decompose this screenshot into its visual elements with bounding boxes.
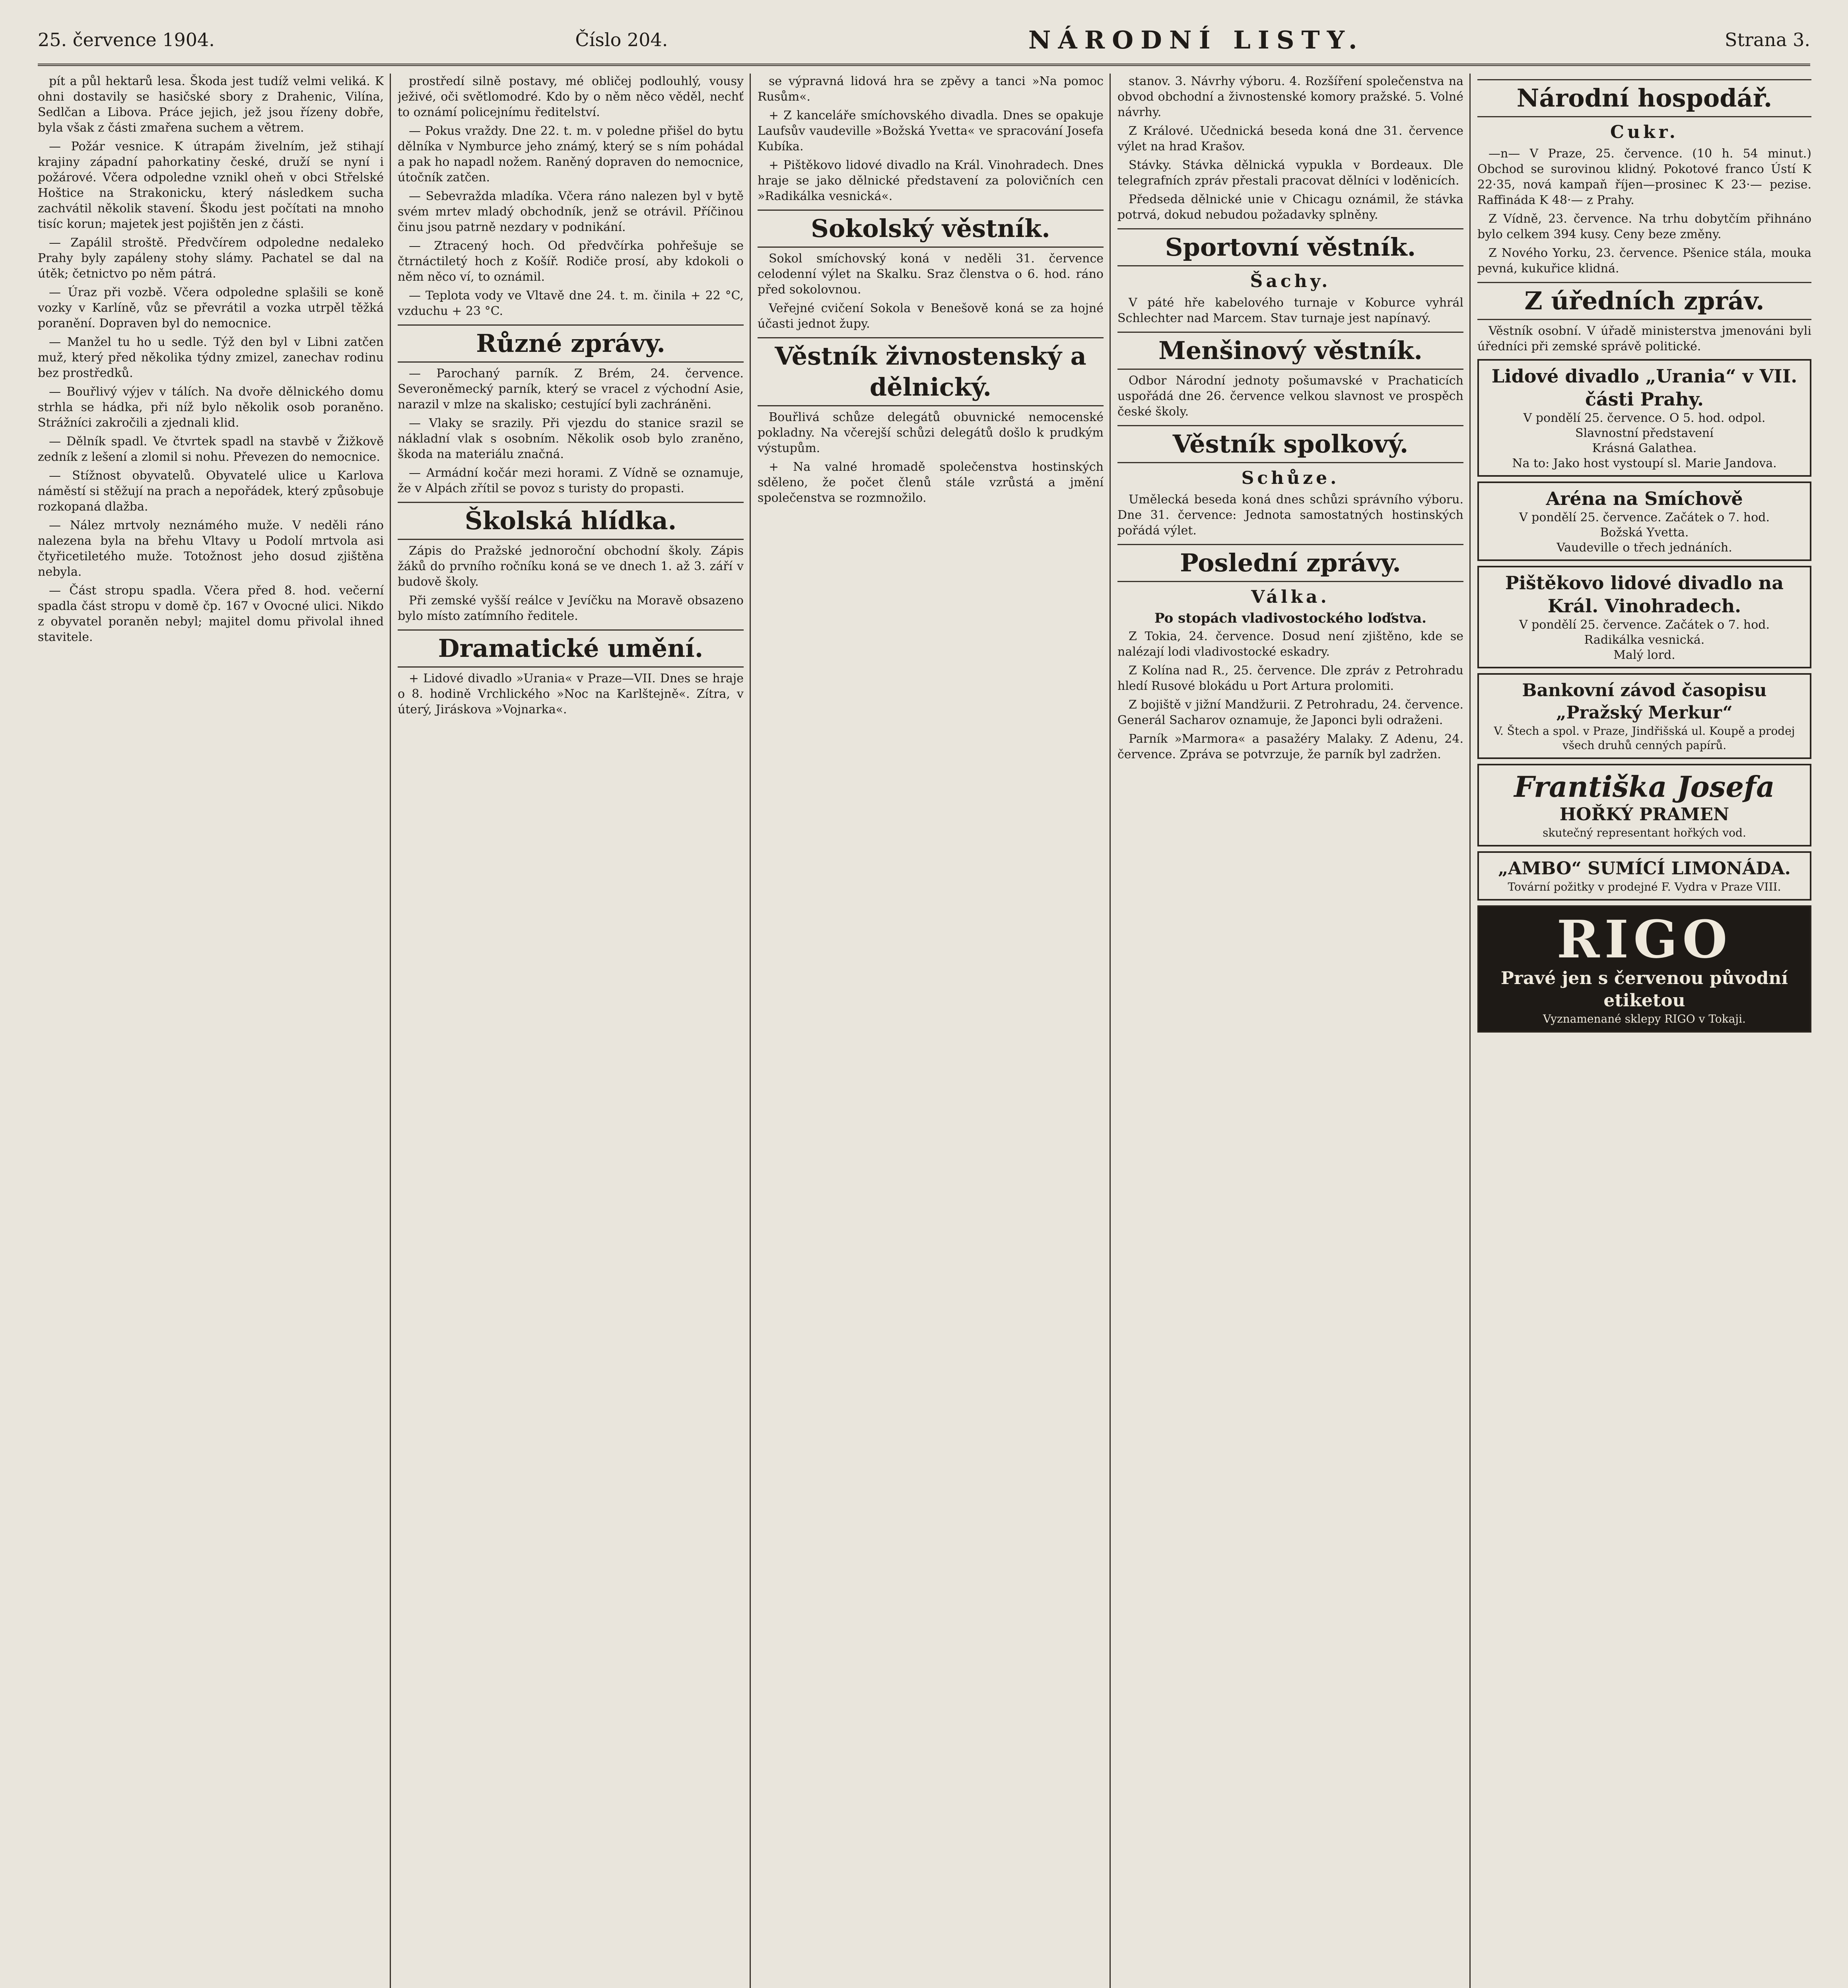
page-number: Strana 3.: [1725, 29, 1810, 50]
article-paragraph: stanov. 3. Návrhy výboru. 4. Rozšíření společenstva na obvod obchodní a živnostenské komory pražské. 5. Volné návrhy.: [1117, 74, 1463, 119]
subheading-schuze: Schůze.: [1241, 468, 1340, 488]
article-paragraph: — Parochaný parník. Z Brém, 24. července. Severoněmecký parník, který se vracel z východní Asie, narazil v mlze na skalisko; cestující byli zachráněni.: [398, 367, 744, 412]
article-paragraph: — Stížnost obyvatelů. Obyvatelé ulice u Karlova náměstí si stěžují na prach a nepořádek, který způsobuje rozkopaná dlažba.: [38, 469, 384, 514]
column-3: [758, 74, 1104, 1988]
ad-title: „AMBO“ SUMÍCÍ LIMONÁDA.: [1498, 858, 1791, 879]
article-paragraph: Sokol smíchovský koná v neděli 31. července celodenní výlet na Skalku. Sraz členstva o 6. hod. ráno před sokolovnou.: [758, 252, 1104, 297]
article-paragraph: Předseda dělnické unie v Chicagu oznámil, že stávka potrvá, dokud nebudou požadavky splněny.: [1117, 192, 1463, 222]
article-paragraph: — Část stropu spadla. Včera před 8. hod. večerní spadla část stropu v domě čp. 167 v Ovocné ulici. Nikdo z obyvatel poraněn nebyl; majitel domu přivolal ihned stavitele.: [38, 584, 384, 644]
listing-line: V pondělí 25. července. O 5. hod. odpol.: [1523, 411, 1766, 425]
article-paragraph: Z Králové. Učednická beseda koná dne 31. července výlet na hrad Krašov.: [1117, 124, 1463, 153]
theatre-title: Aréna na Smíchově: [1546, 488, 1743, 509]
section-heading-skolska-hlidka: Školská hlídka.: [398, 502, 744, 540]
ad-text: V. Štech a spol. v Praze, Jindřišská ul. Koupě a prodej všech druhů cenných papírů.: [1494, 724, 1795, 752]
advertisement-ambo: [1477, 851, 1811, 901]
listing-line: V pondělí 25. července. Začátek o 7. hod.: [1519, 511, 1770, 524]
listing-line: Na to: Jako host vystoupí sl. Marie Jandova.: [1512, 456, 1777, 470]
article-paragraph: + Pištěkovo lidové divadlo na Král. Vinohradech. Dnes hraje se jako dělnické představení za polovičních cen »Radikálka vesnická«.: [758, 158, 1104, 203]
listing-line: Krásná Galathea.: [1592, 441, 1697, 455]
column-5: [1477, 74, 1811, 1988]
article-paragraph: Stávky. Stávka dělnická vypukla v Bordeaux. Dle telegrafních zpráv přestali pracovat dělníci v loděnicích.: [1117, 158, 1463, 188]
article-paragraph: — Vlaky se srazily. Při vjezdu do stanice srazil se nákladní vlak s osobním. Několik osob bylo zraněno, škoda na materiálu značná.: [398, 416, 744, 461]
advertisement-merkur: [1477, 673, 1811, 759]
article-paragraph: prostředí silně postavy, mé obličej podlouhlý, vousy ježivé, oči světlomodré. Kdo by o něm něco věděl, nechť to oznámí policejnímu ředitelství.: [398, 74, 744, 119]
listing-line: V pondělí 25. července. Začátek o 7. hod.: [1519, 618, 1770, 632]
article-paragraph: Z Kolína nad R., 25. července. Dle zpráv z Petrohradu hledí Rusové blokádu u Port Artura prolomiti.: [1117, 664, 1463, 693]
column-4: [1117, 74, 1463, 1988]
theatre-listing-urania: [1477, 359, 1811, 477]
masthead: [38, 16, 1810, 66]
ad-title: Františka Josefa: [1514, 770, 1775, 804]
article-paragraph: Bouřlivá schůze delegátů obuvnické nemocenské pokladny. Na včerejší schůzi delegátů došlo k prudkým výstupům.: [758, 410, 1104, 455]
ad-text: Vyznamenané sklepy RIGO v Tokaji.: [1543, 1012, 1746, 1025]
ad-subtitle: HOŘKÝ PRAMEN: [1559, 804, 1729, 825]
subheading-sachy: Šachy.: [1250, 271, 1331, 291]
article-paragraph: — Ztracený hoch. Od předvčírka pohřešuje se čtrnáctiletý hoch z Košíř. Rodiče prosí, aby kdokoli o něm něco ví, to oznámil.: [398, 239, 744, 284]
article-paragraph: pít a půl hektarů lesa. Škoda jest tudíž velmi veliká. K ohni dostavily se hasičské sbory z Drahenic, Vilína, Sedlčan a Libova. Práce jejich, jež jsou řízeny dobře, byla však z části zmařena suchem a větrem.: [38, 74, 384, 135]
article-paragraph: Z Nového Yorku, 23. července. Pšenice stála, mouka pevná, kukuřice klidná.: [1477, 246, 1811, 276]
section-heading-ruzne-zpravy: Různé zprávy.: [398, 324, 744, 363]
ad-title: Bankovní závod časopisu „Pražský Merkur“: [1522, 680, 1767, 723]
article-paragraph: se výpravná lidová hra se zpěvy a tanci »Na pomoc Rusům«.: [758, 74, 1104, 104]
article-paragraph: + Lidové divadlo »Urania« v Praze—VII. Dnes se hraje o 8. hodině Vrchlického »Noc na Karlštejně«. Zítra, v úterý, Jiráskova »Vojnarka«.: [398, 672, 744, 716]
column-divider: [1110, 74, 1111, 1988]
section-heading-vestnik-zivnostensky: Věstník živnostenský a dělnický.: [758, 337, 1104, 406]
section-heading-z-urednich-zprav: Z úředních zpráv.: [1477, 282, 1811, 320]
theatre-listing-arena: [1477, 481, 1811, 561]
article-paragraph: + Na valné hromadě společenstva hostinských sděleno, že počet členů stále vzrůstá a jmění společenstva se rozmnožilo.: [758, 460, 1104, 505]
article-paragraph: Při zemské vyšší reálce v Jevíčku na Moravě obsazeno bylo místo zatímního ředitele.: [398, 594, 744, 623]
article-paragraph: —n— V Praze, 25. července. (10 h. 54 minut.) Obchod se surovinou klidný. Pokotové franco Ústí K 22·35, nová kampaň říjen—prosinec K 23·— pezise. Raffináda K 48·— z Prahy.: [1477, 147, 1811, 207]
article-paragraph: — Teplota vody ve Vltavě dne 24. t. m. činila + 22 °C, vzduchu + 23 °C.: [398, 289, 744, 318]
article-paragraph: Odbor Národní jednoty pošumavské v Prachaticích uspořádá dne 26. července velkou slavnost ve prospěch české školy.: [1117, 374, 1463, 419]
column-divider: [1469, 74, 1471, 1988]
column-divider: [750, 74, 751, 1988]
section-heading-sokolsky-vestnik: Sokolský věstník.: [758, 210, 1104, 248]
section-heading-narodni-hospodar: Národní hospodář.: [1477, 79, 1811, 117]
listing-line: Božská Yvetta.: [1600, 526, 1689, 540]
subheading-cukr: Cukr.: [1610, 122, 1679, 142]
article-paragraph: — Bouřlivý výjev v tálích. Na dvoře dělnického domu strhla se hádka, při níž bylo několik osob poraněno. Strážníci zakročili a zjednali klid.: [38, 385, 384, 430]
ad-text: skutečný representant hořkých vod.: [1543, 826, 1746, 839]
ad-text: Tovární požitky v prodejné F. Vydra v Praze VIII.: [1508, 880, 1781, 893]
article-paragraph: — Zapálil stroště. Předvčírem odpoledne nedaleko Prahy byly zapáleny stohy slámy. Pachatel se dal na útěk; četnictvo po něm pátrá.: [38, 236, 384, 281]
section-heading-mensinovy-vestnik: Menšinový věstník.: [1117, 332, 1463, 370]
listing-line: Slavnostní představení: [1575, 426, 1714, 440]
issue-number: Číslo 204.: [575, 29, 668, 50]
theatre-title: Pištěkovo lidové divadlo na Král. Vinohradech.: [1505, 572, 1784, 617]
article-paragraph: — Manžel tu ho u sedle. Týž den byl v Libni zatčen muž, který před několika týdny zmizel, zanechav rodinu bez prostředků.: [38, 335, 384, 380]
article-paragraph: — Požár vesnice. K útrapám živelním, jež stihají krajiny západní pahorkatiny české, druží se nyní i požárové. Včera odpoledne vznikl oheň v obci Střelské Hoštice na Strakonicku, který následkem sucha zachvátil několik stavení. Škodu jest počítati na mnoho tisíc korun; majetek jest pojištěn jen z části.: [38, 140, 384, 231]
article-paragraph: V páté hře kabelového turnaje v Koburce vyhrál Schlechter nad Marcem. Stav turnaje jest napínavý.: [1117, 296, 1463, 325]
theatre-title: Lidové divadlo „Urania“ v VII. části Prahy.: [1491, 365, 1797, 410]
advertisement-frantiska-josefa: [1477, 764, 1811, 846]
subheading-vladivostok: Po stopách vladivostockého loďstva.: [1154, 610, 1427, 626]
column-1: [38, 74, 384, 1988]
article-paragraph: Umělecká beseda koná dnes schůzi správního výboru. Dne 31. července: Jednota samostatných hostinských pořádá výlet.: [1117, 493, 1463, 538]
article-paragraph: — Pokus vraždy. Dne 22. t. m. v poledne přišel do bytu dělníka v Nymburce jeho známý, který se s ním pohádal a pak ho napadl nožem. Raněný dopraven do nemocnice, útočník zatčen.: [398, 124, 744, 184]
ad-title: RIGO: [1557, 909, 1732, 970]
article-paragraph: — Nález mrtvoly neznámého muže. V neděli ráno nalezena byla na břehu Vltavy u Podolí mrtvola asi čtyřicetiletého muže. Totožnost jeho dosud zjištěna nebyla.: [38, 518, 384, 579]
article-paragraph: Z Tokia, 24. července. Dosud není zjištěno, kde se nalézají lodi vladivostocké eskadry.: [1117, 629, 1463, 659]
advertisement-rigo: [1477, 905, 1811, 1033]
subheading-valka: Válka.: [1251, 587, 1330, 607]
ad-subtitle: Pravé jen s červenou původní etiketou: [1500, 968, 1788, 1011]
article-paragraph: Veřejné cvičení Sokola v Benešově koná se za hojné účasti jednot župy.: [758, 301, 1104, 331]
article-paragraph: Věstník osobní. V úřadě ministerstva jmenováni byli úředníci při zemské správě politické.: [1477, 324, 1811, 353]
article-paragraph: — Dělník spadl. Ve čtvrtek spadl na stavbě v Žižkově zedník z lešení a zlomil si nohu. Převezen do nemocnice.: [38, 435, 384, 464]
theatre-listing-pistek: [1477, 566, 1811, 668]
column-2: [398, 74, 744, 1988]
listing-line: Malý lord.: [1613, 648, 1675, 662]
article-paragraph: Zápis do Pražské jednoroční obchodní školy. Zápis žáků do prvního ročníku koná se ve dnech 1. až 3. září v budově školy.: [398, 544, 744, 589]
article-paragraph: + Z kanceláře smíchovského divadla. Dnes se opakuje Laufsův vaudeville »Božská Yvetta« ve spracování Josefa Kubíka.: [758, 109, 1104, 153]
listing-line: Vaudeville o třech jednáních.: [1557, 541, 1732, 555]
article-paragraph: — Sebevražda mladíka. Včera ráno nalezen byl v bytě svém mrtev mladý obchodník, jenž se otrávil. Příčinou činu jsou patrně nezdary v podnikání.: [398, 189, 744, 234]
section-heading-vestnik-spolkovy: Věstník spolkový.: [1117, 425, 1463, 463]
section-heading-sportovni-vestnik: Sportovní věstník.: [1117, 228, 1463, 266]
article-paragraph: — Armádní kočár mezi horami. Z Vídně se oznamuje, že v Alpách zřítil se povoz s turisty do propasti.: [398, 466, 744, 495]
article-paragraph: Z bojiště v jižní Mandžurii. Z Petrohradu, 24. července. Generál Sacharov oznamuje, že Japonci byli odraženi.: [1117, 698, 1463, 727]
issue-date: 25. července 1904.: [38, 29, 215, 50]
article-paragraph: — Úraz při vozbě. Včera odpoledne splašili se koně vozky v Karlíně, vůz se převrátil a vozka utrpěl těžká poranění. Dopraven byl do nemocnice.: [38, 285, 384, 330]
article-paragraph: Z Vídně, 23. července. Na trhu dobytčím přihnáno bylo celkem 394 kusy. Ceny beze změny.: [1477, 212, 1811, 241]
column-divider: [390, 74, 391, 1988]
section-heading-dramaticke-umeni: Dramatické umění.: [398, 629, 744, 668]
listing-line: Radikálka vesnická.: [1584, 633, 1705, 647]
article-paragraph: Parník »Marmora« a pasažéry Malaky. Z Adenu, 24. července. Zpráva se potvrzuje, že parník byl zadržen.: [1117, 732, 1463, 761]
section-heading-posledni-zpravy: Poslední zprávy.: [1117, 544, 1463, 582]
newspaper-title: NÁRODNÍ LISTY.: [1028, 25, 1364, 54]
